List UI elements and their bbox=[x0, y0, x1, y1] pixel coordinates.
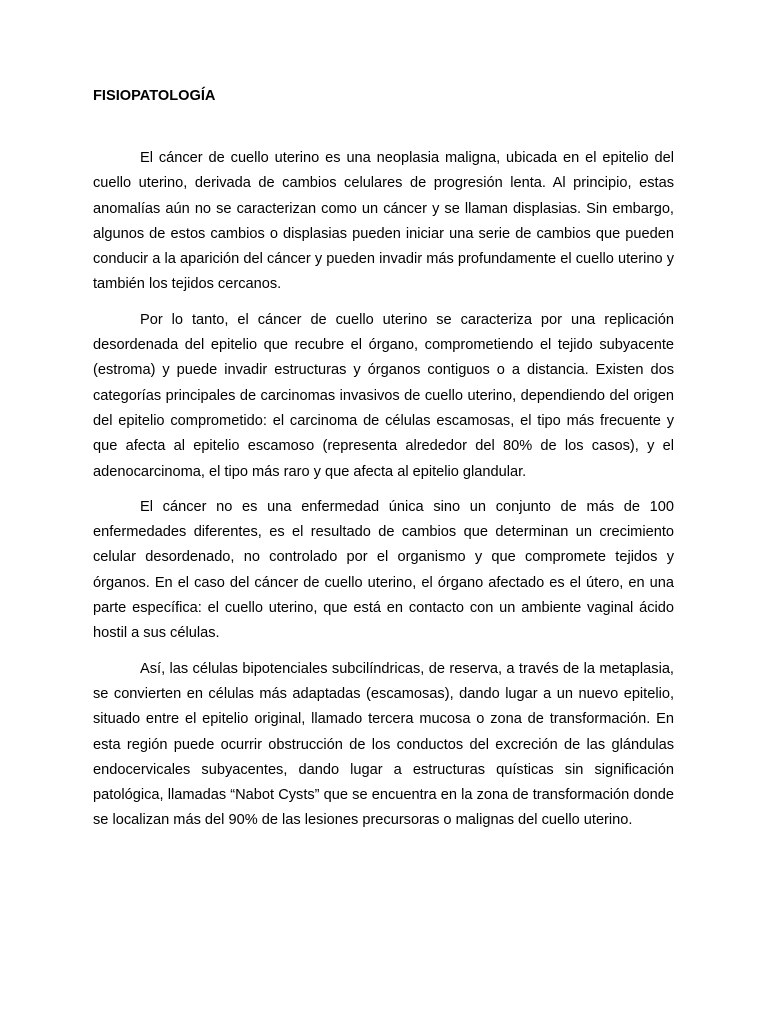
paragraph-3: El cáncer no es una enfermedad única sino un conjunto de más de 100 enfermedades diferentes, es el resultado de cambios que determinan un crecimiento celular desordenado, no controlado por el organismo y que compromete tejidos y órganos. En el caso del cáncer de cuello uterino, el órgano afectado es el útero, en una parte específica: el cuello uterino, que está en contacto con un ambiente vaginal ácido hostil a sus células. bbox=[93, 498, 674, 642]
section-heading: FISIOPATOLOGÍA bbox=[93, 88, 216, 104]
paragraph-4: Así, las células bipotenciales subcilíndricas, de reserva, a través de la metaplasia, se convierten en células más adaptadas (escamosas), dando lugar a un nuevo epitelio, situado entre el epitelio original, llamado tercera mucosa o zona de transformación. En esta región puede ocurrir obstrucción de los conductos del excreción de las glándulas endocervicales subyacentes, dando lugar a estructuras quísticas sin significación patológica, llamadas “Nabot Cysts” que se encuentra en la zona de transformación donde se localizan más del 90% de las lesiones precursoras o malignas del cuello uterino. bbox=[93, 660, 674, 829]
paragraph-1: El cáncer de cuello uterino es una neoplasia maligna, ubicada en el epitelio del cuello uterino, derivada de cambios celulares de progresión lenta. Al principio, estas anomalías aún no se caracterizan como un cáncer y se llaman displasias. Sin embargo, algunos de estos cambios o displasias pueden iniciar una serie de cambios que pueden conducir a la aparición del cáncer y pueden invadir más profundamente el cuello uterino y también los tejidos cercanos. bbox=[93, 150, 674, 293]
document-body bbox=[93, 86, 674, 834]
paragraph-2: Por lo tanto, el cáncer de cuello uterino se caracteriza por una replicación desordenada del epitelio que recubre el órgano, comprometiendo el tejido subyacente (estroma) y puede invadir estructuras y órganos contiguos o a distancia. Existen dos categorías principales de carcinomas invasivos de cuello uterino, dependiendo del origen del epitelio comprometido: el carcinoma de células escamosas, el tipo más frecuente y que afecta al epitelio escamoso (representa alrededor del 80% de los casos), y el adenocarcinoma, el tipo más raro y que afecta al epitelio glandular. bbox=[93, 311, 674, 480]
